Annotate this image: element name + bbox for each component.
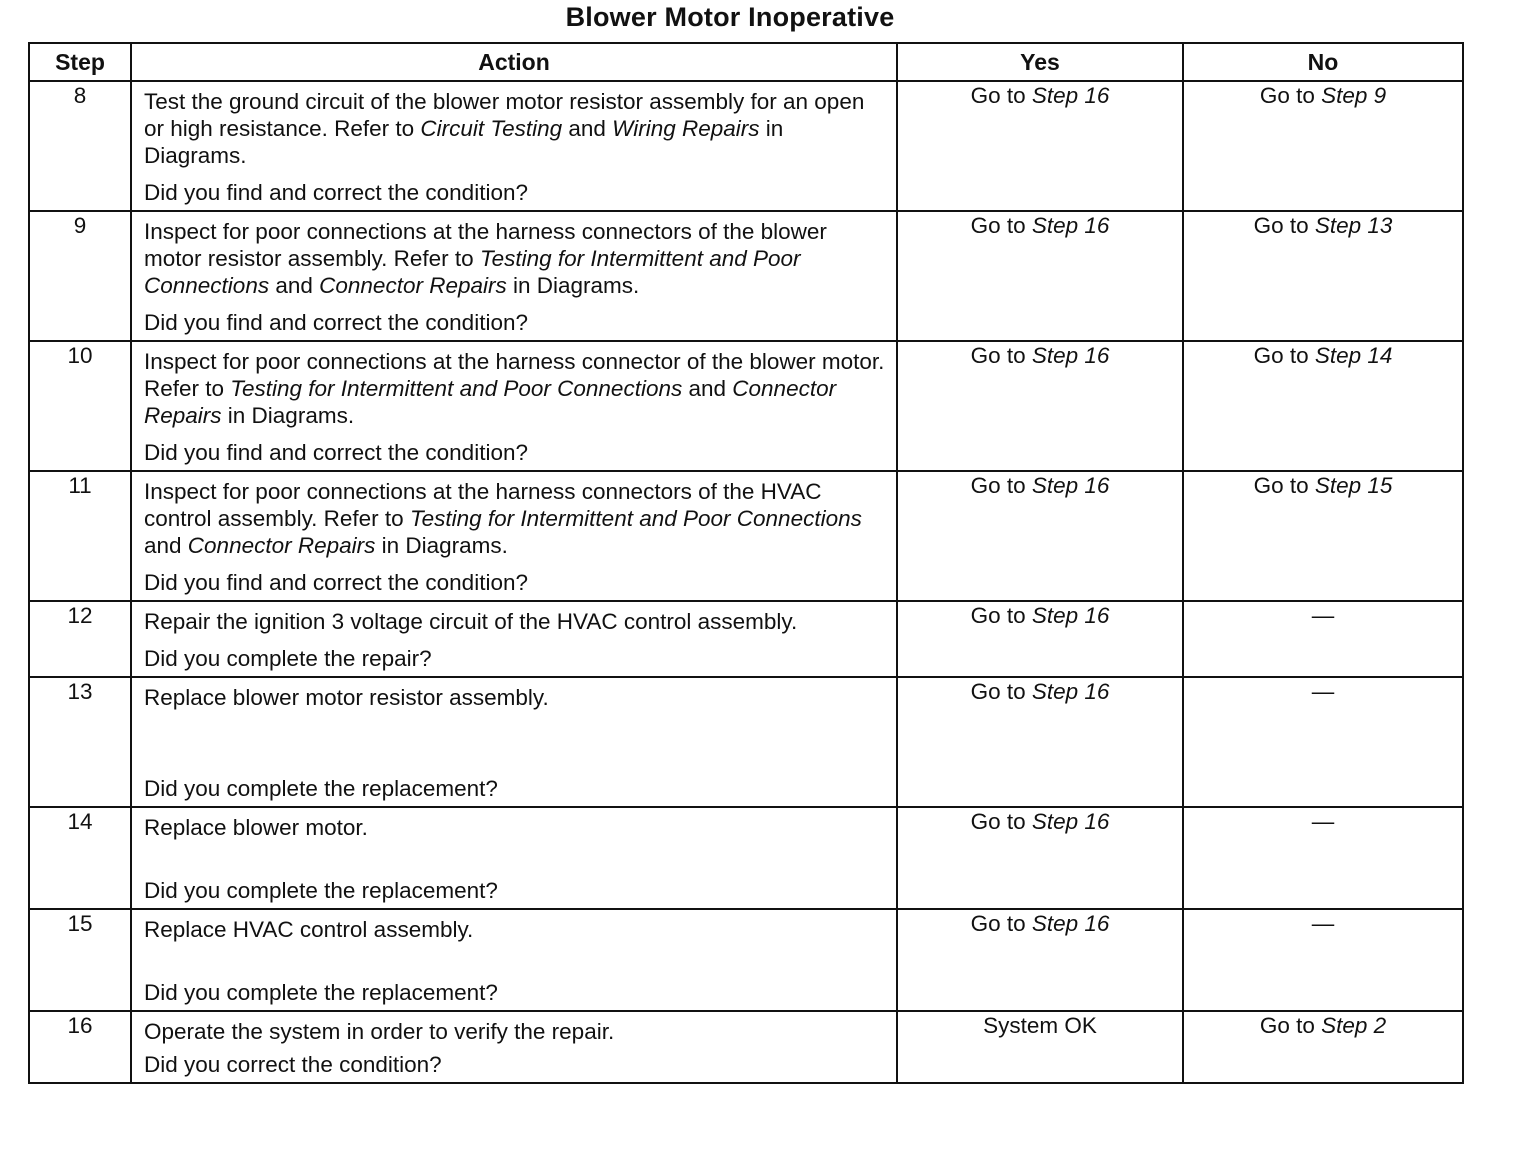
no-cell bbox=[1183, 81, 1463, 211]
action-cell bbox=[131, 1011, 897, 1083]
header-no: No bbox=[1183, 43, 1463, 81]
no-cell-dash: — bbox=[1183, 601, 1463, 677]
action-question: Did you find and correct the condition? bbox=[144, 440, 528, 465]
no-cell-dash: — bbox=[1183, 677, 1463, 807]
table-row bbox=[29, 807, 1463, 909]
action-cell bbox=[131, 471, 897, 601]
table-row bbox=[29, 341, 1463, 471]
table-row bbox=[29, 677, 1463, 807]
action-reference: Testing for Intermittent and Poor Connections bbox=[230, 376, 683, 401]
no-prefix: Go to bbox=[1259, 83, 1322, 108]
yes-cell bbox=[897, 211, 1183, 341]
yes-cell bbox=[897, 601, 1183, 677]
action-text bbox=[144, 684, 886, 711]
action-question: Did you find and correct the condition? bbox=[144, 570, 528, 595]
action-text-part: Operate the system in order to verify the repair. bbox=[144, 1019, 615, 1044]
action-text bbox=[144, 1018, 886, 1045]
no-cell-dash: — bbox=[1183, 807, 1463, 909]
action-question: Did you complete the replacement? bbox=[144, 776, 498, 801]
action-text-part: and bbox=[682, 376, 733, 401]
action-text-part: and bbox=[269, 273, 320, 298]
yes-step-link[interactable]: Step 16 bbox=[1031, 83, 1110, 108]
action-reference: Connector Repairs bbox=[187, 533, 376, 558]
action-text bbox=[144, 478, 886, 559]
yes-cell bbox=[897, 471, 1183, 601]
yes-prefix: Go to bbox=[970, 679, 1032, 704]
yes-prefix: Go to bbox=[970, 343, 1032, 368]
action-reference: Testing for Intermittent and Poor Connections bbox=[409, 506, 862, 531]
action-cell bbox=[131, 807, 897, 909]
diagnostic-table bbox=[28, 42, 1464, 1084]
action-reference: Wiring Repairs bbox=[612, 116, 760, 141]
action-text-part: and bbox=[562, 116, 613, 141]
action-question: Did you complete the repair? bbox=[144, 646, 432, 671]
no-prefix: Go to bbox=[1253, 473, 1315, 498]
table-row bbox=[29, 601, 1463, 677]
yes-step-link[interactable]: Step 16 bbox=[1031, 911, 1110, 936]
action-question: Did you complete the replacement? bbox=[144, 980, 498, 1005]
no-step-link[interactable]: Step 2 bbox=[1321, 1013, 1387, 1038]
yes-step-link[interactable]: Step 16 bbox=[1031, 679, 1110, 704]
table-row bbox=[29, 81, 1463, 211]
action-reference: Testing for Intermittent and Poor Connections bbox=[144, 246, 801, 298]
action-reference: Circuit Testing bbox=[420, 116, 563, 141]
action-text-part: in Diagrams. bbox=[506, 273, 640, 298]
action-cell bbox=[131, 211, 897, 341]
action-text-part: Inspect for poor connections at the harness connector of the blower motor. Refer to bbox=[144, 349, 885, 401]
action-text-part: Replace HVAC control assembly. bbox=[144, 917, 474, 942]
no-step-link[interactable]: Step 13 bbox=[1314, 213, 1393, 238]
no-cell bbox=[1183, 211, 1463, 341]
action-text-part: Inspect for poor connections at the harness connectors of the blower motor resistor assembly. Refer to bbox=[144, 219, 827, 271]
yes-cell bbox=[897, 909, 1183, 1011]
action-text bbox=[144, 218, 886, 299]
no-cell bbox=[1183, 1011, 1463, 1083]
step-number: 12 bbox=[29, 601, 131, 677]
step-number: 14 bbox=[29, 807, 131, 909]
yes-prefix: Go to bbox=[970, 83, 1032, 108]
yes-prefix: Go to bbox=[970, 473, 1032, 498]
action-text-part: and bbox=[144, 533, 188, 558]
action-text bbox=[144, 608, 886, 635]
action-reference: Connector Repairs bbox=[144, 376, 837, 428]
action-text-part: in Diagrams. bbox=[221, 403, 355, 428]
step-number: 16 bbox=[29, 1011, 131, 1083]
yes-step-link[interactable]: Step 16 bbox=[1031, 213, 1110, 238]
no-cell bbox=[1183, 471, 1463, 601]
header-step: Step bbox=[29, 43, 131, 81]
header-action: Action bbox=[131, 43, 897, 81]
yes-prefix: Go to bbox=[970, 603, 1032, 628]
step-number: 8 bbox=[29, 81, 131, 211]
action-text bbox=[144, 348, 886, 429]
yes-cell: System OK bbox=[897, 1011, 1183, 1083]
action-question: Did you correct the condition? bbox=[144, 1052, 442, 1077]
action-text-part: in Diagrams. bbox=[375, 533, 508, 558]
yes-cell bbox=[897, 677, 1183, 807]
table-row bbox=[29, 909, 1463, 1011]
action-reference: Connector Repairs bbox=[319, 273, 507, 298]
action-text bbox=[144, 814, 886, 841]
yes-prefix: Go to bbox=[970, 213, 1032, 238]
action-text-part: Replace blower motor resistor assembly. bbox=[144, 685, 549, 710]
action-cell bbox=[131, 677, 897, 807]
action-text-part: Repair the ignition 3 voltage circuit of the HVAC control assembly. bbox=[144, 609, 798, 634]
no-step-link[interactable]: Step 14 bbox=[1314, 343, 1393, 368]
step-number: 10 bbox=[29, 341, 131, 471]
action-text-part: in Diagrams. bbox=[144, 116, 784, 168]
yes-cell bbox=[897, 807, 1183, 909]
yes-step-link[interactable]: Step 16 bbox=[1031, 603, 1110, 628]
action-question: Did you find and correct the condition? bbox=[144, 310, 528, 335]
step-number: 13 bbox=[29, 677, 131, 807]
no-cell bbox=[1183, 341, 1463, 471]
action-text-part: Replace blower motor. bbox=[144, 815, 368, 840]
page-title: Blower Motor Inoperative bbox=[565, 2, 895, 32]
action-cell bbox=[131, 601, 897, 677]
action-cell bbox=[131, 909, 897, 1011]
yes-cell bbox=[897, 81, 1183, 211]
action-cell bbox=[131, 81, 897, 211]
no-step-link[interactable]: Step 15 bbox=[1314, 473, 1393, 498]
yes-prefix: Go to bbox=[970, 809, 1032, 834]
action-text bbox=[144, 916, 886, 943]
step-number: 9 bbox=[29, 211, 131, 341]
table-row bbox=[29, 471, 1463, 601]
header-row bbox=[29, 43, 1463, 81]
action-text bbox=[144, 88, 886, 169]
action-text-part: Test the ground circuit of the blower motor resistor assembly for an open or high resistance. Refer to bbox=[144, 89, 865, 141]
action-question: Did you complete the replacement? bbox=[144, 878, 498, 903]
table-row bbox=[29, 211, 1463, 341]
no-prefix: Go to bbox=[1259, 1013, 1322, 1038]
step-number: 11 bbox=[29, 471, 131, 601]
table-row bbox=[29, 1011, 1463, 1083]
yes-step-link[interactable]: Step 16 bbox=[1031, 809, 1110, 834]
no-cell-dash: — bbox=[1183, 909, 1463, 1011]
action-question: Did you find and correct the condition? bbox=[144, 180, 528, 205]
action-text-part: Inspect for poor connections at the harness connectors of the HVAC control assembly. Refer to bbox=[144, 479, 822, 531]
yes-cell bbox=[897, 341, 1183, 471]
no-prefix: Go to bbox=[1253, 343, 1315, 368]
yes-step-link[interactable]: Step 16 bbox=[1031, 473, 1110, 498]
no-step-link[interactable]: Step 9 bbox=[1321, 83, 1387, 108]
yes-step-link[interactable]: Step 16 bbox=[1031, 343, 1110, 368]
step-number: 15 bbox=[29, 909, 131, 1011]
header-yes: Yes bbox=[897, 43, 1183, 81]
yes-prefix: Go to bbox=[970, 911, 1032, 936]
no-prefix: Go to bbox=[1253, 213, 1315, 238]
action-cell bbox=[131, 341, 897, 471]
